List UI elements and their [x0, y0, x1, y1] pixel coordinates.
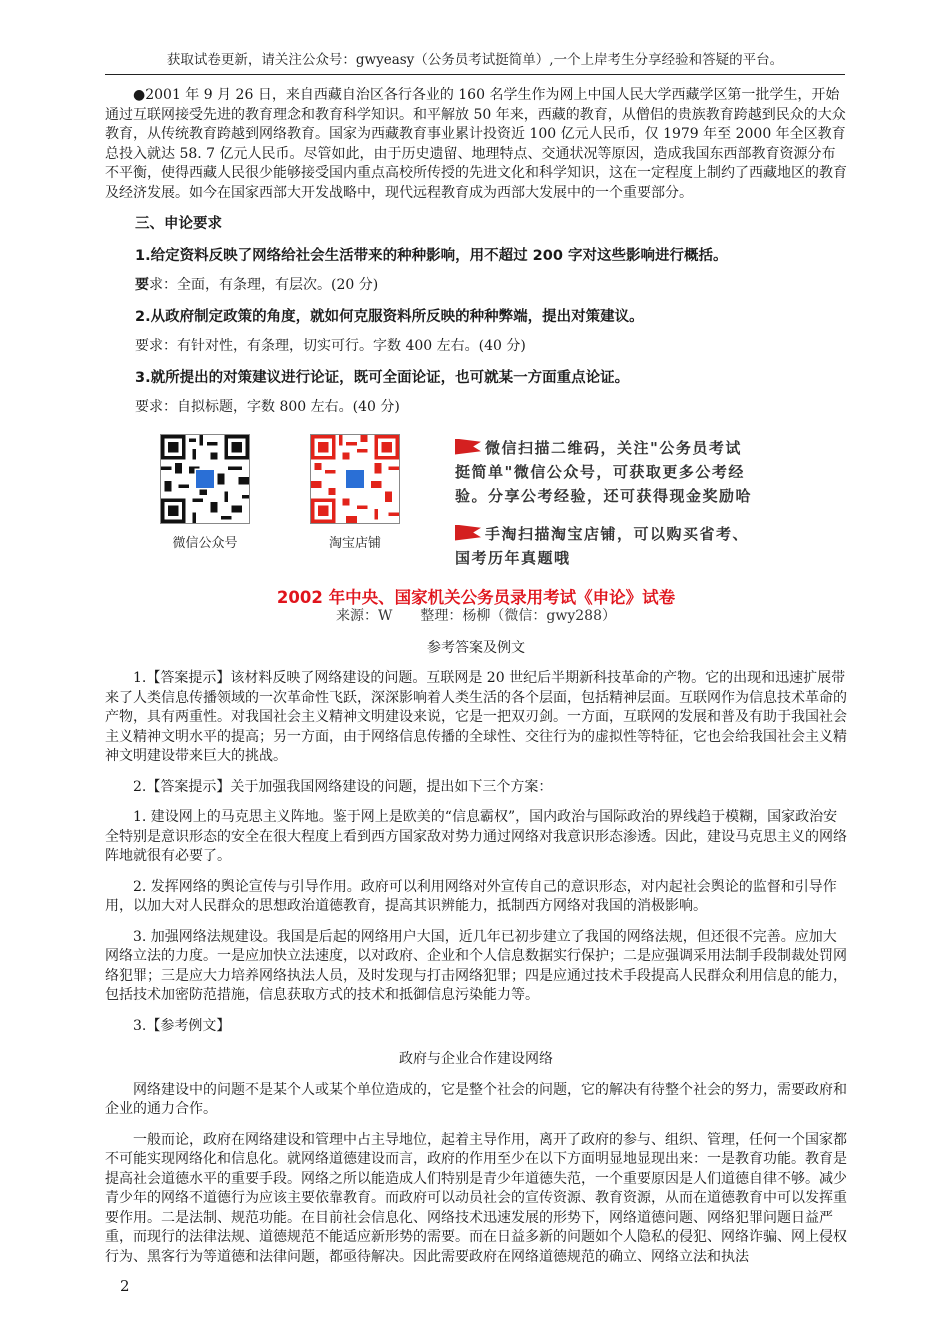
page-header: 获取试卷更新，请关注公众号：gwyeasy（公务员考试挺简单）,一个上岸考生分享经验和答疑的平台。	[166, 52, 784, 68]
requirement-3: 要求：自拟标题，字数 800 左右。(40 分)	[135, 399, 400, 415]
section-title: 三、申论要求	[135, 216, 222, 232]
requirement-2: 要求：有针对性，有条理，切实可行。字数 400 左右。(40 分)	[135, 338, 526, 354]
source-line: 来源：W 整理：杨柳（微信：gwy288）	[336, 608, 616, 624]
answer-1-paragraph: 1.【答案提示】该材料反映了网络建设的问题。互联网是 20 世纪后半期新科技革命的产物。它的出现和迅速扩展带来了人类信息传播领域的一次革命性飞跃，深深影响着人类生活的各个层面，包括精神层面。互联网作为信息技术革命的产物，具有两重性。对我国社会主义精神文明建设来说，它是一把双刃剑。一方面，互联网的发展和普及有助于我国社会主义精神文明水平的提高；另一方面，由于网络信息传播的全球性、交往行为的虚拟性等特征，它也会给我国社会主义精神文明建设带来巨大的挑战。	[105, 670, 847, 764]
essay-title: 政府与企业合作建设网络	[399, 1051, 553, 1067]
promo-line-4: 手淘扫描淘宝店铺，可以购买省考、	[485, 524, 750, 543]
header-divider	[105, 74, 845, 75]
exam-title: 2002 年中央、国家机关公务员录用考试《申论》试卷	[276, 587, 676, 607]
promo-line-5: 国考历年真题哦	[455, 548, 571, 567]
question-2: 2.从政府制定政策的角度，就如何克服资料所反映的种种弊端，提出对策建议。	[135, 308, 644, 325]
requirement-1-text: 求：全面，有条理，有层次。(20 分)	[149, 277, 379, 293]
taobao-qr-label: 淘宝店铺	[328, 535, 381, 551]
taobao-qr-block	[305, 434, 405, 554]
taobao-qr-code-icon[interactable]	[310, 434, 400, 524]
promo-line-3: 验。分享公考经验，还可获得现金奖励哈	[455, 486, 753, 505]
page-content	[105, 86, 847, 1267]
wechat-qr-block	[155, 434, 255, 554]
promo-line-2: 挺简单"微信公众号，可获取更多公考经	[455, 462, 745, 481]
answer-2-paragraph: 2.【答案提示】关于加强我国网络建设的问题，提出如下三个方案：	[133, 778, 553, 795]
intro-paragraph: ●2001 年 9 月 26 日，来自西藏自治区各行各业的 160 名学生作为网上中国人民大学西藏学区第一批学生，开始通过互联网接受先进的教育理念和教育科学知识。和平解放 50 年来，西藏的教育，从僧侣的贵族教育跨越到民众的大众教育，从传统教育跨越到网络教育。国家为西藏教育事业累计投资近 100 亿元人民币，仅 1979 年至 2000 年全区教育总投入就达 58. 7 亿元人民币。尽管如此，由于历史遗留、地理特点、交通状况等原因，造成我国东西部教育资源分布不平衡，使得西藏人民很少能够接受国内重点高校所传授的先进文化和科学知识，这在一定程度上制约了西藏地区的教育及经济发展。如今在国家西部大开发战略中，现代远程教育成为西部大发展中的一个重要部分。	[105, 87, 847, 201]
red-flag-icon	[455, 525, 481, 541]
wechat-qr-code-icon[interactable]	[160, 434, 250, 524]
requirement-1	[105, 276, 847, 296]
promo-text	[455, 436, 835, 570]
proposal-3-paragraph: 3. 加强网络法规建设。我国是后起的网络用户大国，近几年已初步建立了我国的网络法规，但还很不完善。应加大网络立法的力度。一是应加快立法速度，以对政府、企业和个人信息数据实行保护；二是应强调采用法制手段制裁处罚网络犯罪；三是应大力培养网络执法人员，及时发现与打击网络犯罪；四是应通过技术手段提高人民群众利用信息的能力，包括技术加密防范措施，信息获取方式的技术和抵御信息污染能力等。	[105, 928, 847, 1003]
question-3: 3.就所提出的对策建议进行论证，既可全面论证，也可就某一方面重点论证。	[135, 369, 630, 386]
promo-line-1: 微信扫描二维码，关注"公务员考试	[485, 438, 742, 457]
page-number: 2	[120, 1277, 130, 1295]
answers-subtitle: 参考答案及例文	[427, 639, 525, 656]
essay-paragraph-1: 网络建设中的问题不是某个人或某个单位造成的，它是整个社会的问题，它的解决有待整个社会的努力，需要政府和企业的通力合作。	[105, 1081, 847, 1117]
requirement-1-label: 要	[135, 277, 149, 293]
question-1: 1.给定资料反映了网络给社会生活带来的种种影响，用不超过 200 字对这些影响进行概括。	[135, 247, 728, 264]
promo-block	[105, 430, 847, 570]
wechat-qr-label: 微信公众号	[172, 535, 238, 551]
essay-paragraph-2: 一般而论，政府在网络建设和管理中占主导地位，起着主导作用，离开了政府的参与、组织、管理，任何一个国家都不可能实现网络化和信息化。就网络道德建设而言，政府的作用至少在以下方面明显地显现出来：一是教育功能。教育是提高社会道德水平的重要手段。网络之所以能造成人们特别是青少年道德失范，一个重要原因是人们道德自律不够。减少青少年的网络不道德行为应该主要依靠教育。而政府可以动员社会的宣传资源、教育资源，从而在道德教育中可以发挥重要作用。二是法制、规范功能。在目前社会信息化、网络技术迅速发展的形势下，网络道德问题、网络犯罪问题日益严重，而现行的法律法规、道德规范不能适应新形势的需要。而在日益多新的问题如个人隐私的侵犯、网络诈骗、网上侵权行为、黑客行为等道德和法律问题，都亟待解决。因此需要政府在网络道德规范的确立、网络立法和执法	[105, 1131, 847, 1265]
answer-3-heading: 3.【参考例文】	[133, 1017, 231, 1034]
proposal-1-paragraph: 1. 建设网上的马克思主义阵地。鉴于网上是欧美的“信息霸权”，国内政治与国际政治的界线趋于模糊，国家政治安全特别是意识形态的安全在很大程度上看到西方国家敌对势力通过网络对我意识形态渗透。因此，建设马克思主义的网络阵地就很有必要了。	[105, 809, 847, 864]
red-flag-icon	[455, 439, 481, 455]
proposal-2-paragraph: 2. 发挥网络的舆论宣传与引导作用。政府可以利用网络对外宣传自己的意识形态，对内起社会舆论的监督和引导作用，以加大对人民群众的思想政治道德教育，提高其识辨能力，抵制西方网络对我国的消极影响。	[105, 878, 837, 914]
